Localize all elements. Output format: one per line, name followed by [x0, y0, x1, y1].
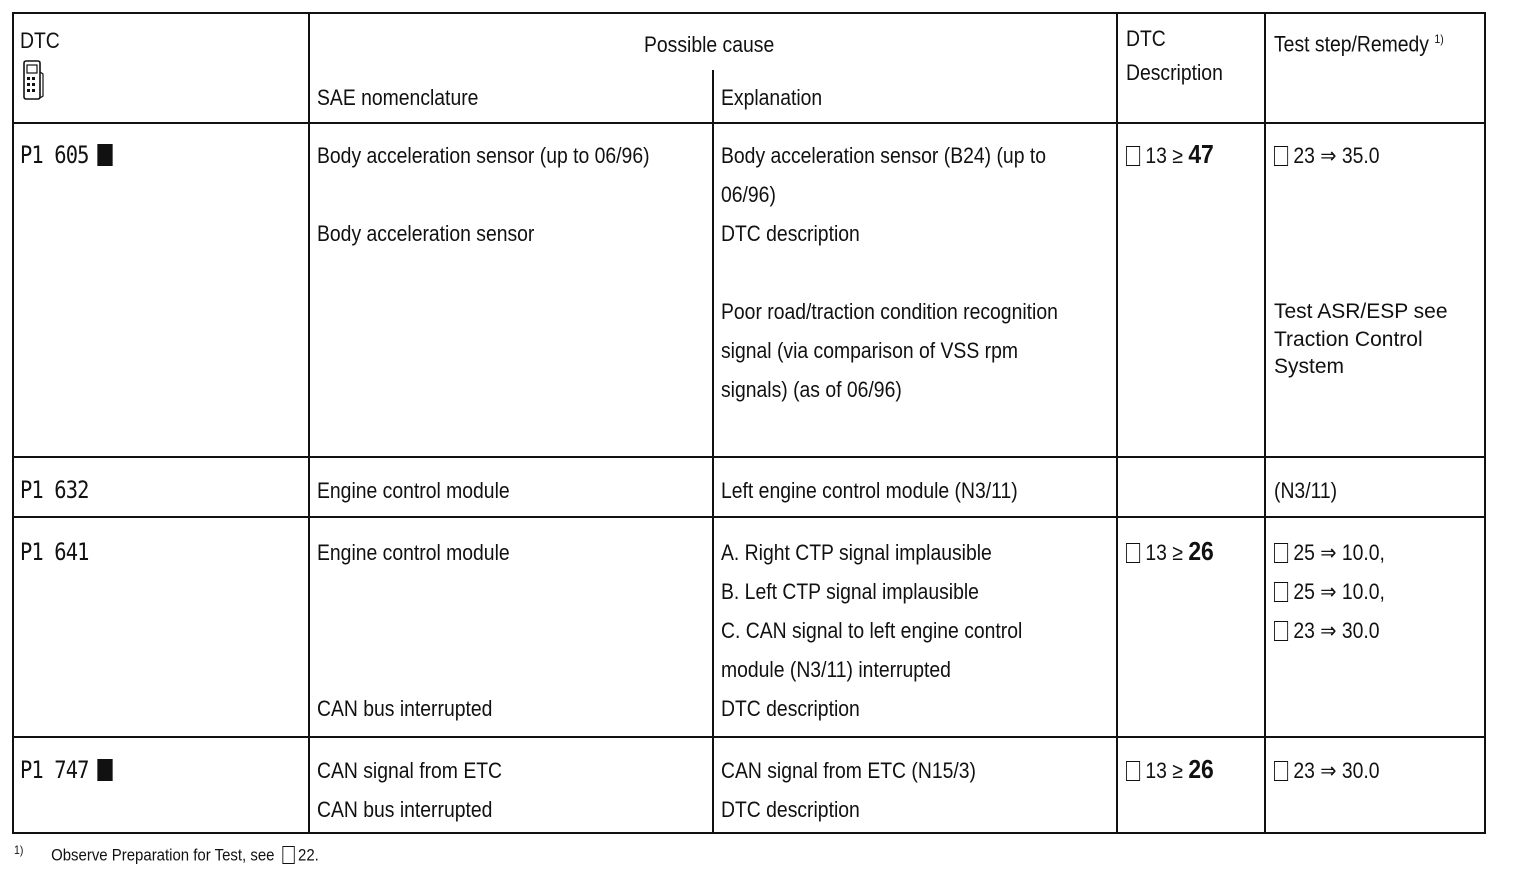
col-divider — [712, 70, 714, 834]
dtc-code: P1 605 — [20, 141, 112, 169]
row-divider — [12, 456, 1486, 458]
footnote — [14, 843, 319, 866]
page-ref-box-icon — [1274, 761, 1288, 781]
explanation-text: DTC description — [721, 696, 860, 721]
explanation-text: B. Left CTP signal implausible — [721, 579, 979, 604]
explanation-text: Body acceleration sensor (B24) (up to — [721, 143, 1046, 168]
explanation-text: signals) (as of 06/96) — [721, 377, 902, 402]
fault-marker-icon — [97, 759, 112, 781]
header-explanation: Explanation — [721, 85, 823, 110]
sae-text: CAN signal from ETC — [317, 758, 503, 783]
page-ref-box-icon — [1274, 621, 1288, 641]
header-possible-cause: Possible cause — [644, 32, 775, 57]
explanation-text: signal (via comparison of VSS rpm — [721, 338, 1018, 363]
remedy-text: Traction Control — [1274, 328, 1423, 351]
page-ref-box-icon — [1274, 582, 1288, 602]
dtc-description-ref: 13 ≥ 47 — [1126, 141, 1214, 169]
page-ref-box-icon — [1126, 543, 1140, 563]
fault-marker-icon — [97, 144, 112, 166]
explanation-text: 06/96) — [721, 182, 776, 207]
dtc-code: P1 632 — [20, 476, 89, 504]
dtc-description-ref: 13 ≥ 26 — [1126, 538, 1214, 566]
row-divider — [12, 736, 1486, 738]
header-dtc-description-2: Description — [1126, 60, 1223, 85]
col-divider — [1264, 12, 1266, 834]
page-ref-box-icon — [282, 846, 294, 864]
explanation-text: module (N3/11) interrupted — [721, 657, 951, 682]
dtc-code: P1 641 — [20, 538, 89, 566]
remedy-text: (N3/11) — [1274, 478, 1338, 503]
header-dtc-description-1: DTC — [1126, 26, 1166, 51]
explanation-text: A. Right CTP signal implausible — [721, 540, 992, 565]
footnote-mark: 1) — [14, 843, 24, 857]
sae-text: Body acceleration sensor — [317, 221, 535, 246]
page-ref-box-icon — [1126, 761, 1140, 781]
footnote-ref: 22. — [298, 845, 319, 865]
header-sae-nomenclature: SAE nomenclature — [317, 85, 479, 110]
explanation-text: C. CAN signal to left engine control — [721, 618, 1023, 643]
remedy-text: 25 ⇒ 10.0, — [1274, 579, 1385, 605]
sae-text: Engine control module — [317, 478, 510, 503]
sae-text: CAN bus interrupted — [317, 797, 493, 822]
page-ref-box-icon — [1126, 146, 1140, 166]
row-divider — [12, 122, 1486, 124]
remedy-text: 23 ⇒ 30.0 — [1274, 758, 1380, 784]
dtc-code: P1 747 — [20, 756, 112, 784]
sae-text: Engine control module — [317, 540, 510, 565]
row-divider — [12, 516, 1486, 518]
sae-text: Body acceleration sensor (up to 06/96) — [317, 143, 650, 168]
col-divider — [308, 12, 310, 834]
explanation-text: CAN signal from ETC (N15/3) — [721, 758, 976, 783]
remedy-text: System — [1274, 355, 1345, 378]
remedy-text: 23 ⇒ 30.0 — [1274, 618, 1380, 644]
footnote-text: Observe Preparation for Test, see — [51, 845, 275, 865]
remedy-text: 25 ⇒ 10.0, — [1274, 540, 1385, 566]
dtc-description-ref: 13 ≥ 26 — [1126, 756, 1214, 784]
col-divider — [1116, 12, 1118, 834]
sae-text: CAN bus interrupted — [317, 696, 493, 721]
page-ref-box-icon — [1274, 146, 1288, 166]
handheld-tester-icon — [22, 60, 44, 102]
header-test-step-remedy: Test step/Remedy $^{1)}$ — [1274, 31, 1444, 57]
explanation-text: Poor road/traction condition recognition — [721, 299, 1058, 324]
page-ref-box-icon — [1274, 543, 1288, 563]
explanation-text: DTC description — [721, 797, 860, 822]
explanation-text: DTC description — [721, 221, 860, 246]
remedy-text: 23 ⇒ 35.0 — [1274, 143, 1380, 169]
explanation-text: Left engine control module (N3/11) — [721, 478, 1018, 503]
header-dtc: DTC — [20, 28, 60, 53]
remedy-text: Test ASR/ESP see — [1274, 300, 1448, 323]
